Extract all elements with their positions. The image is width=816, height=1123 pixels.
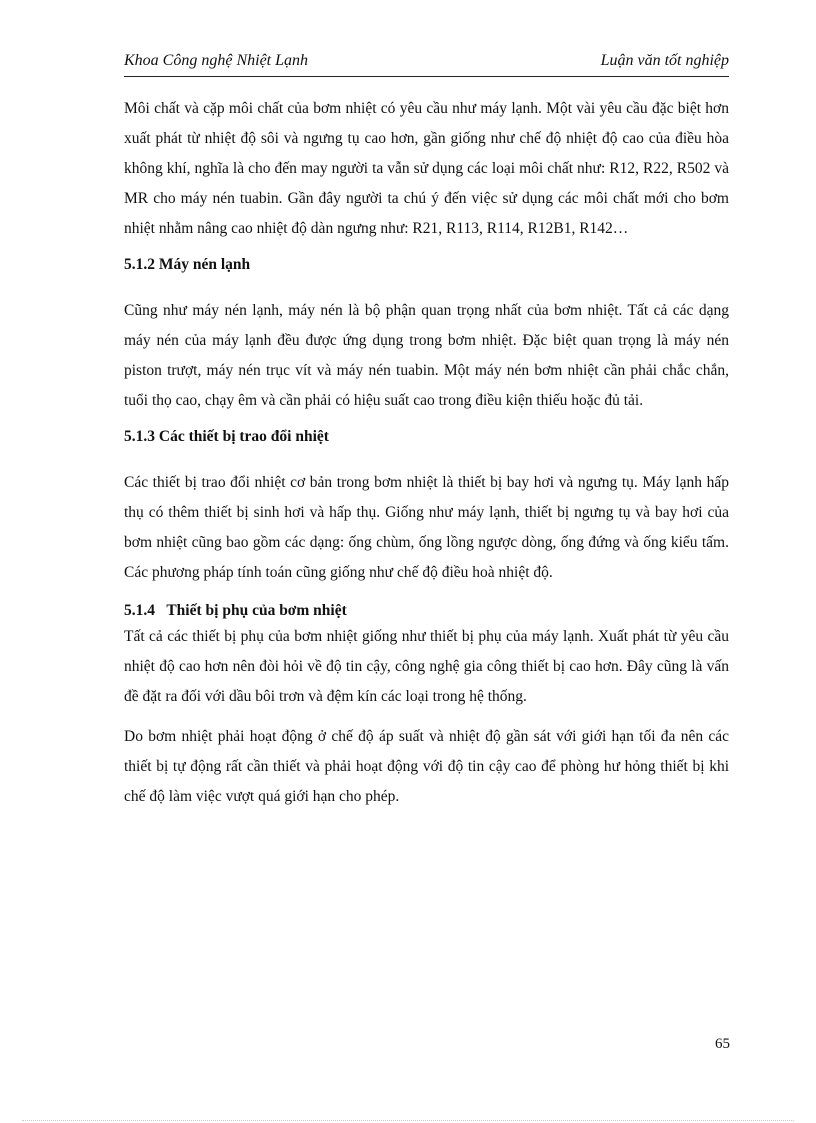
page-header xyxy=(124,50,729,74)
intro-paragraph: Môi chất và cặp môi chất của bơm nhiệt có yêu cầu như máy lạnh. Một vài yêu cầu đặc biệt hơn xuất phát từ nhiệt độ sôi và ngưng tụ cao hơn, gần giống như chế độ nhiệt độ cao của điều hòa không khí, nghĩa là cho đến may người ta vẫn sử dụng các loại môi chất như: R12, R22, R502 và MR cho máy nén tuabin. Gần đây người ta chú ý đến việc sử dụng các môi chất mới cho bơm nhiệt nhằm nâng cao nhiệt độ dàn ngưng như: R21, R113, R114, R12B1, R142… xyxy=(124,100,729,237)
paragraph-5-1-2: Cũng như máy nén lạnh, máy nén là bộ phận quan trọng nhất của bơm nhiệt. Tất cả các dạng máy nén của máy lạnh đều được ứng dụng trong bơm nhiệt. Đặc biệt quan trọng là máy nén piston trượt, máy nén trục vít và máy nén tuabin. Một máy nén bơm nhiệt cần phải chắc chắn, tuổi thọ cao, chạy êm và cần phải có hiệu suất cao trong điều kiện thiếu hoặc đủ tải. xyxy=(124,302,729,409)
paragraph-5-1-3: Các thiết bị trao đổi nhiệt cơ bản trong bơm nhiệt là thiết bị bay hơi và ngưng tụ. Máy lạnh hấp thụ có thêm thiết bị sinh hơi và hấp thụ. Giống như máy lạnh, thiết bị ngưng tụ và bay hơi của bơm nhiệt cũng bao gồm các dạng: ống chùm, ống lồng ngược dòng, ống đứng và ống kiểu tấm. Các phương pháp tính toán cũng giống như chế độ điều hoà nhiệt độ. xyxy=(124,474,729,581)
paragraph-5-1-4-second: Do bơm nhiệt phải hoạt động ở chế độ áp suất và nhiệt độ gần sát với giới hạn tối đa nên các thiết bị tự động rất cần thiết và phải hoạt động với độ tin cậy cao để phòng hư hỏng thiết bị khi chế độ làm việc vượt quá giới hạn cho phép. xyxy=(124,728,729,805)
page-body xyxy=(124,94,729,812)
section-heading-5-1-3: 5.1.3 Các thiết bị trao đổi nhiệt xyxy=(124,428,329,445)
section-heading-5-1-4: 5.1.4 Thiết bị phụ của bơm nhiệt xyxy=(124,602,347,619)
paragraph-5-1-4-first: Tất cả các thiết bị phụ của bơm nhiệt giống như thiết bị phụ của máy lạnh. Xuất phát từ yêu cầu nhiệt độ cao hơn nên đòi hỏi về độ tin cậy, công nghệ gia công thiết bị cao hơn. Đây cũng là vấn đề đặt ra đối với dầu bôi trơn và đệm kín các loại trong hệ thống. xyxy=(124,628,729,705)
header-thesis-label: Luận văn tốt nghiệp xyxy=(600,52,729,69)
page-bottom-edge xyxy=(22,1120,794,1121)
page-number: 65 xyxy=(715,1036,730,1052)
section-heading-5-1-2: 5.1.2 Máy nén lạnh xyxy=(124,256,251,273)
header-department: Khoa Công nghệ Nhiệt Lạnh xyxy=(124,52,309,69)
header-divider xyxy=(124,76,729,77)
